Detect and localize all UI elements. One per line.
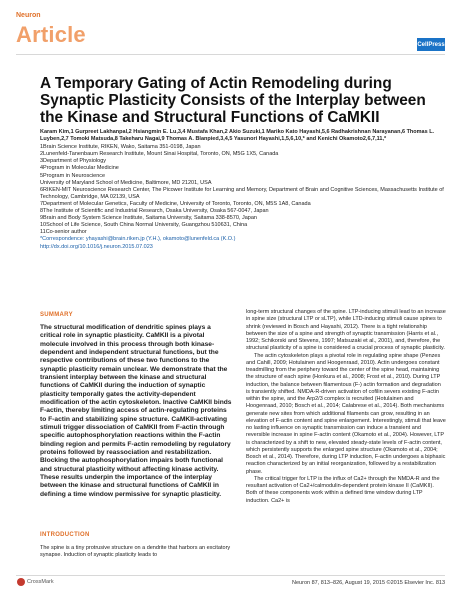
summary-text: The structural modification of dendritic spines plays a critical role in synaptic plasticity. CaMKII is a pivotal molecule involved in this process through both kinase-dependent and independent structural functions, but the respective contributions of these two functions to the synaptic plasticity remain unclear. We demonstrate that the transient interplay between the kinase and structural functions of CaMKII during the induction of synaptic plasticity temporally gates the activity-dependent modification of the actin cytoskeleton. Inactive CaMKII binds F-actin, thereby limiting access of actin-regulating proteins to F-actin and stabilizing spine structure. CaMKII-activating stimuli trigger dissociation of CaMKII from F-actin through specific autophosphorylation reactions within the F-actin binding region and permits F-actin remodeling by regulatory proteins followed by reassociation and restabilization. Blocking the autophosphorylation impairs both functional and structural plasticity without affecting kinase activity. These results underpin the importance of the interplay between the kinase and structural functions of CaMKII in defining a time window permissive for synaptic plasticity.	[40, 324, 232, 498]
front-matter	[40, 129, 445, 251]
footer-divider	[16, 575, 445, 576]
affiliation: 3Department of Physiology	[40, 158, 107, 165]
cellpress-logo[interactable]: CellPress	[417, 38, 445, 51]
doi-link[interactable]: http://dx.doi.org/10.1016/j.neuron.2015.07.023	[40, 243, 153, 250]
introduction-heading: INTRODUCTION	[40, 532, 90, 538]
affiliation: 1Brain Science Institute, RIKEN, Wako, Saitama 351-0198, Japan	[40, 144, 201, 151]
affiliation: 4Program in Molecular Medicine	[40, 165, 119, 172]
crossmark-badge[interactable]	[17, 578, 54, 586]
right-column	[246, 309, 446, 505]
body-paragraph: The actin cytoskeleton plays a pivotal role in regulating spine shape (Penzes and Cahill, 2009; Hotulainen and Hoogenraad, 2010). Actin undergoes constant treadmilling from the periphery toward the center of the spine head, maintaining the structure of each spine (Honkura et al., 2008; Frost et al., 2010). During LTP induction, the balance between filamentous (F-) actin formation and degradation is transiently shifted. NMDA-R-driven activation of cofilin severs existing F-actin within the spine, and the Arp2/3 complex is recruited (Hotulainen and Hoogenraad, 2010; Bosch et al., 2014; Calabrese et al., 2014). Both mechanisms generate new sites from which additional filaments can grow, resulting in an elevation of F-actin content and spine enlargement. Interestingly, stimuli that leave no lasting influence on synaptic transmission can induce a transient and reversible increase in spine F-actin content (Okamoto et al., 2004). However, LTP is characterized by a shift to new, elevated steady-state levels of F-actin content, which persistently supports the enlarged spine structure (Okamoto et al., 2004; Bosch et al., 2014). Therefore, during LTP induction, F-actin undergoes a biphasic reaction characterized by an initial reorganization, followed by a restabilization phase.	[246, 352, 446, 475]
crossmark-label: CrossMark	[27, 579, 54, 585]
summary-heading: SUMMARY	[40, 312, 73, 318]
journal-name: Neuron	[16, 12, 41, 19]
affiliation: 7Department of Molecular Genetics, Faculty of Medicine, University of Toronto, Toronto, ON, M5S 1A8, Canada	[40, 200, 311, 207]
affiliation: 6RIKEN-MIT Neuroscience Research Center, The Picower Institute for Learning and Memory, Department of Brain and Cognitive Sciences, Massachusetts Institute of Technology, Cambridge, MA 02139, USA	[40, 186, 444, 200]
co-senior-note: 11Co-senior author	[40, 229, 87, 236]
affiliation: University of Maryland School of Medicine, Baltimore, MD 21201, USA	[40, 179, 212, 186]
correspondence-line[interactable]: *Correspondence: yhayashi@brain.riken.jp (Y.H.), okamoto@lunenfeld.ca (K.O.)	[40, 236, 236, 243]
crossmark-icon	[17, 578, 25, 586]
body-paragraph: The critical trigger for LTP is the influx of Ca2+ through the NMDA-R and the resultant activation of Ca2+/calmodulin-dependent protein kinase II (CaMKII). Both of these components work within a defined time window during LTP induction. Ca2+ is	[246, 475, 440, 504]
affiliation: 2Lunenfeld-Tanenbaum Research Institute, Mount Sinai Hospital, Toronto, ON, M5G 1X5, Canada	[40, 151, 279, 158]
article-title: A Temporary Gating of Actin Remodeling during Synaptic Plasticity Consists of the Interplay between the Kinase and Structural Functions of CaMKII	[40, 75, 426, 126]
article-type-label: Article	[16, 22, 86, 47]
body-paragraph: long-term structural changes of the spine. LTP-inducing stimuli lead to an increase in spine size (structural LTP or sLTP), while LTD-inducing stimuli cause spines to shrink (reviewed in Bosch and Hayashi, 2012). There is a tight relationship between the size of a spine and strength of synaptic transmission (Harris et al., 1992; Schikorski and Stevens, 1997; Matsuzaki et al., 2001), and, therefore, the structural plasticity of a spine is considered a crucial process of synaptic plasticity.	[246, 309, 446, 352]
author-list: Karam Kim,1 Gurpreet Lakhanpal,2 Hsiangmin E. Lu,3,4 Mustafa Khan,2 Akio Suzuki,1 Mariko Kato Hayashi,5,6 Radhakrishnan Narayanan,6 Thomas L. Luyben,2,7 Tomoki Matsuda,8 Takeharu Nagai,9 Thomas A. Blanpied,3,4,5 Yasunori Hayashi,1,5,6,10,* and Kenichi Okamoto2,6,7,11,*	[40, 129, 435, 143]
affiliation: 9Brain and Body System Science Institute, Saitama University, Saitama 338-8570, Japan	[40, 215, 257, 222]
affiliation: 8The Institute of Scientific and Industrial Research, Osaka University, Osaka 567-0047, Japan	[40, 208, 269, 215]
header-divider	[16, 54, 445, 55]
introduction-text: The spine is a tiny protrusive structure on a dendrite that harbors an excitatory synapse. Induction of synaptic plasticity leads to	[40, 545, 231, 559]
affiliation: 5Program in Neuroscience	[40, 172, 106, 179]
affiliation: 10School of Life Science, South China Normal University, Guangzhou 510631, China	[40, 222, 248, 229]
citation-footer: Neuron 87, 813–826, August 19, 2015 ©2015 Elsevier Inc. 813	[292, 580, 445, 586]
